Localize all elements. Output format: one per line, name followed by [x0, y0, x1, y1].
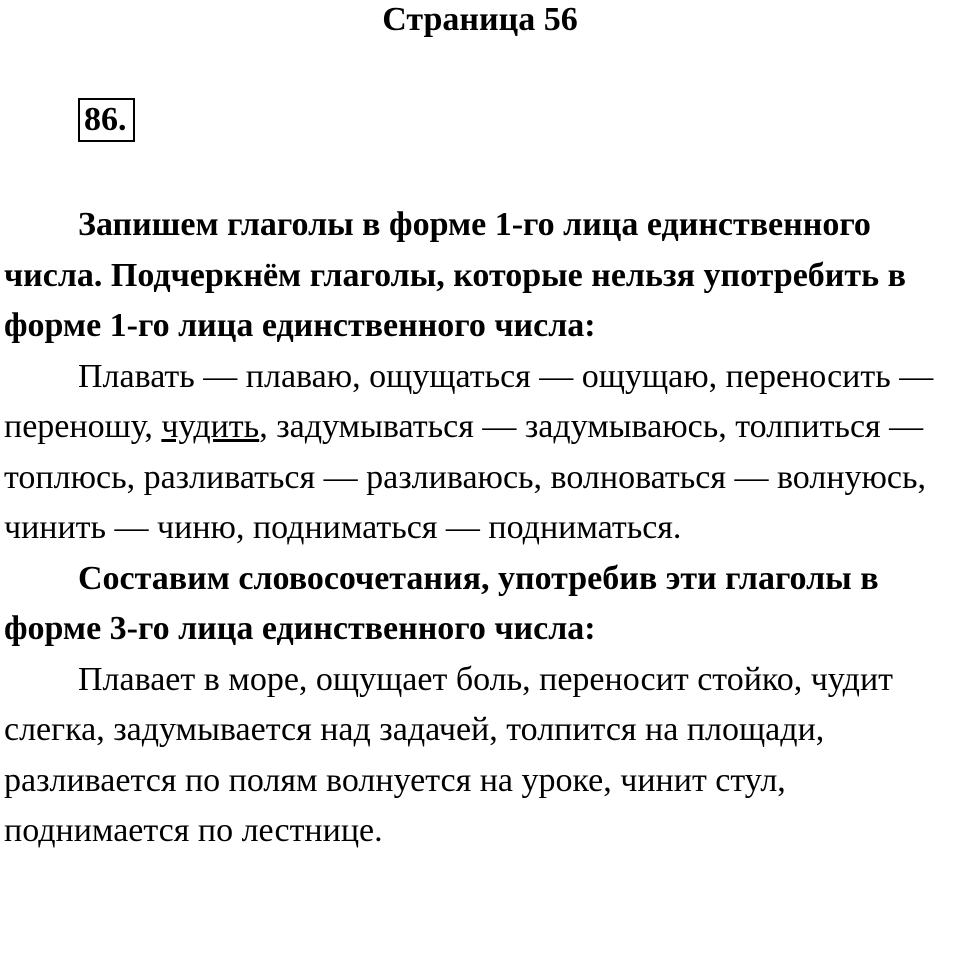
answer-paragraph-1	[4, 352, 960, 554]
answer-paragraph-2: Плавает в море, ощущает боль, переносит стойко, чудит слегка, задумывается над задачей, толпится на площади, разливается по полям волнуется на уроке, чинит стул, поднимается по лестнице.	[4, 660, 894, 849]
task-paragraph-2: Составим словосочетания, употребив эти глаголы в форме 3-го лица единственного числа:	[4, 559, 879, 647]
answer-1-text-start: Плавать — плаваю, ощущаться — ощущаю, переносить — переношу,	[4, 357, 934, 445]
document-body	[4, 200, 960, 857]
answer-1-text-end: , задумываться — задумываюсь, толпиться — топлюсь, разливаться — разливаюсь, волноваться — волнуюсь, чинить — чиню, подниматься — подниматься.	[4, 408, 927, 546]
underlined-verb: чудить	[161, 408, 260, 445]
exercise-number: 86.	[78, 98, 135, 142]
page-title: Страница 56	[382, 1, 578, 38]
task-paragraph-1: Запишем глаголы в форме 1-го лица единственного числа. Подчеркнём глаголы, которые нельзя употребить в форме 1-го лица единственного числа:	[4, 206, 906, 344]
